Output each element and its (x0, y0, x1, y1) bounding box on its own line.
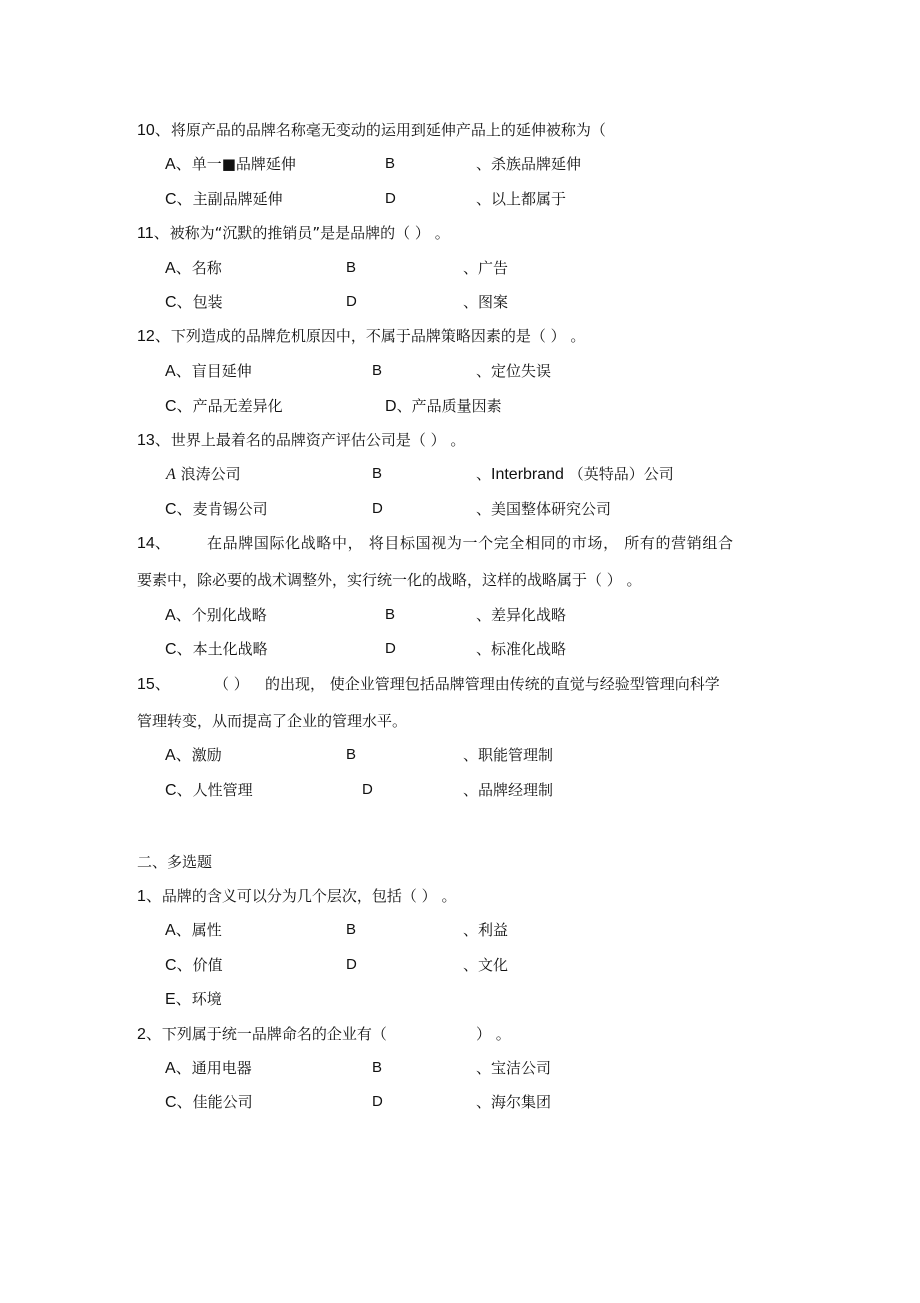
option-d-letter: D (362, 781, 373, 798)
option-b-text: 、杀族品牌延伸 (476, 155, 582, 173)
option-b-text: 、差异化战略 (476, 606, 567, 624)
question-number: 13、 (137, 432, 171, 449)
option-b-letter: B (372, 465, 383, 482)
question-number: 11、 (137, 225, 170, 242)
option-b-text: 、广告 (463, 259, 509, 277)
option-a: A、名称 (165, 259, 222, 277)
option-a: A、激励 (165, 746, 222, 764)
option-c: C、价值 (165, 956, 223, 974)
option-c: C、佳能公司 (165, 1093, 253, 1111)
question-12-stem (137, 326, 585, 347)
option-b-text: 、利益 (463, 921, 509, 939)
option-b-text: 、Interbrand （英特品）公司 (476, 465, 674, 483)
option-a: A、个别化战略 (165, 606, 267, 624)
option-b-letter: B (385, 155, 396, 172)
option-a: A、通用电器 (165, 1059, 252, 1077)
question-text: 下列造成的品牌危机原因中，不属于品牌策略因素的是（ ） 。 (170, 327, 586, 345)
option-d-letter: D (372, 500, 383, 517)
option-d-text: 、以上都属于 (476, 190, 567, 208)
option-b-letter: B (385, 606, 396, 623)
question-number: 2、 (137, 1026, 162, 1043)
option-c: C、麦肯锡公司 (165, 500, 268, 518)
option-d-text: 、品牌经理制 (463, 781, 554, 799)
question-15-stem-line1: 的出现， 使企业管理包括品牌管理由传统的直觉与经验型管理向科学 (265, 675, 720, 693)
question-text: 品牌的含义可以分为几个层次，包括（ ） 。 (161, 887, 457, 905)
option-a: A 浪涛公司 (166, 465, 241, 483)
multi-question-2-stem-end: ） 。 (476, 1025, 511, 1043)
question-15-blank: （ ） (214, 675, 249, 693)
option-d-text: 、标准化战略 (476, 640, 567, 658)
question-number: 1、 (137, 888, 162, 905)
option-d-letter: D (372, 1093, 383, 1110)
option-d-letter: D (385, 640, 396, 657)
option-d-text: 、美国整体研究公司 (476, 500, 612, 518)
multi-question-2-stem (137, 1024, 387, 1045)
question-text: 将原产品的品牌名称毫无变动的运用到延伸产品上的延伸被称为（ (170, 121, 606, 139)
question-number: 12、 (137, 328, 171, 345)
option-d-text: 、文化 (463, 956, 509, 974)
question-14-number: 14、 (137, 535, 171, 552)
question-text: 下列属于统一品牌命名的企业有（ (161, 1025, 387, 1043)
option-b-text: 、职能管理制 (463, 746, 554, 764)
question-11-stem (137, 223, 450, 244)
option-b-letter: B (372, 362, 383, 379)
option-c: C、产品无差异化 (165, 397, 283, 415)
option-a: A、属性 (165, 921, 222, 939)
question-14-stem-line2: 要素中，除必要的战术调整外，实行统一化的战略，这样的战略属于（ ） 。 (137, 571, 642, 589)
question-number: 10、 (137, 122, 171, 139)
multi-question-1-stem (137, 886, 456, 907)
option-d-letter: D (346, 293, 357, 310)
question-text: 被称为“沉默的推销员”是是品牌的（ ） 。 (169, 224, 450, 242)
option-b-text: 、宝洁公司 (476, 1059, 552, 1077)
option-c: C、人性管理 (165, 781, 253, 799)
option-c: C、包装 (165, 293, 223, 311)
question-10-stem (137, 120, 606, 141)
question-15-number: 15、 (137, 676, 171, 693)
option-d: D、产品质量因素 (385, 397, 502, 415)
option-b-letter: B (346, 259, 357, 276)
option-c: C、主副品牌延伸 (165, 190, 283, 208)
option-b-letter: B (372, 1059, 383, 1076)
question-13-stem (137, 430, 465, 451)
option-e: E、环境 (165, 990, 222, 1008)
question-15-stem-line2: 管理转变，从而提高了企业的管理水平。 (137, 712, 408, 730)
section-heading: 二、多选题 (137, 853, 213, 871)
option-d-text: 、图案 (463, 293, 509, 311)
option-a: A、单一■品牌延伸 (165, 155, 296, 173)
option-d-letter: D (346, 956, 357, 973)
option-d-text: 、海尔集团 (476, 1093, 552, 1111)
option-b-letter: B (346, 746, 357, 763)
question-14-stem-line1: 在品牌国际化战略中， 将目标国视为一个完全相同的市场， 所有的营销组合 (207, 534, 733, 552)
option-a: A、盲目延伸 (165, 362, 252, 380)
option-c: C、本土化战略 (165, 640, 268, 658)
option-d-letter: D (385, 190, 396, 207)
question-text: 世界上最着名的品牌资产评估公司是（ ） 。 (170, 431, 466, 449)
option-b-text: 、定位失误 (476, 362, 552, 380)
option-b-letter: B (346, 921, 357, 938)
